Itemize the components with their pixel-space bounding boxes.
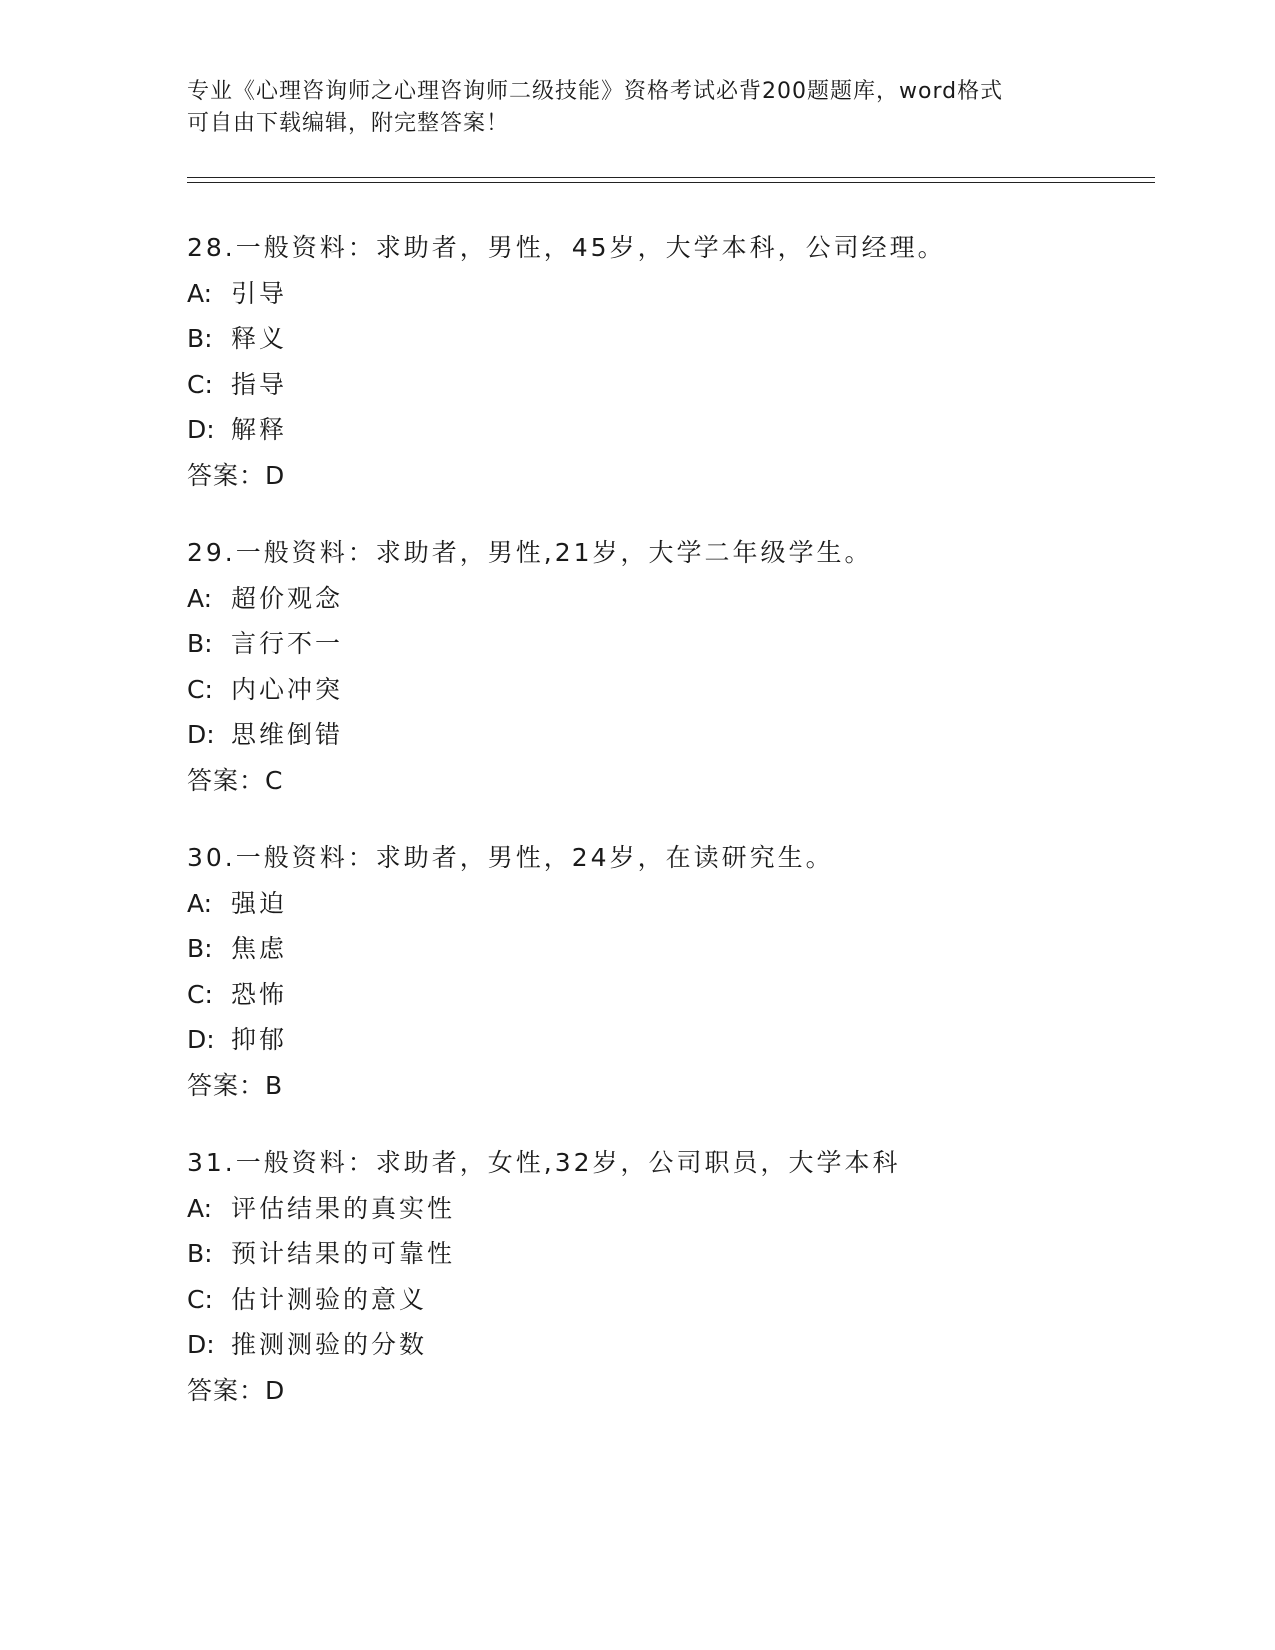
option-letter: B: <box>187 324 213 353</box>
option-text: 言行不一 <box>231 629 344 658</box>
option-b <box>187 926 1137 972</box>
header-divider-bottom <box>187 182 1155 183</box>
question-stem: 29.一般资料：求助者，男性,21岁，大学二年级学生。 <box>187 538 873 567</box>
answer-label: 答案： <box>187 1070 266 1100</box>
answer-label: 答案： <box>187 460 266 490</box>
option-d <box>187 1017 1137 1063</box>
option-text: 强迫 <box>231 888 288 918</box>
option-letter: C: <box>187 674 213 704</box>
option-letter: D: <box>187 720 215 749</box>
option-a <box>187 576 1137 622</box>
option-c <box>187 972 1137 1018</box>
option-d <box>187 712 1137 758</box>
option-letter: C: <box>187 1284 213 1314</box>
option-letter: C: <box>187 979 213 1009</box>
answer-line <box>187 453 1137 499</box>
header-divider-top <box>187 177 1155 178</box>
option-text: 推测测验的分数 <box>231 1330 428 1359</box>
option-letter: A: <box>187 583 213 613</box>
option-text: 焦虑 <box>231 934 288 963</box>
option-b <box>187 1231 1137 1277</box>
option-text: 思维倒错 <box>231 720 344 749</box>
option-text: 评估结果的真实性 <box>231 1193 456 1223</box>
option-text: 抑郁 <box>231 1025 288 1054</box>
option-b <box>187 316 1137 362</box>
header-line-1: 专业《心理咨询师之心理咨询师二级技能》资格考试必背200题题库，word格式 <box>187 79 1004 104</box>
option-letter: A: <box>187 888 213 918</box>
answer-label: 答案： <box>187 1375 266 1405</box>
option-letter: D: <box>187 415 215 444</box>
question-stem: 31.一般资料：求助者，女性,32岁，公司职员，大学本科 <box>187 1148 901 1177</box>
option-text: 内心冲突 <box>231 674 344 704</box>
option-a <box>187 271 1137 317</box>
option-letter: D: <box>187 1330 215 1359</box>
question-30 <box>187 835 1137 1108</box>
option-text: 超价观念 <box>231 583 344 613</box>
option-c <box>187 1277 1137 1323</box>
option-letter: B: <box>187 934 213 963</box>
answer-value: B <box>265 1070 283 1100</box>
option-letter: C: <box>187 369 213 399</box>
option-d <box>187 407 1137 453</box>
option-letter: B: <box>187 1239 213 1268</box>
option-letter: A: <box>187 278 213 308</box>
answer-value: D <box>265 460 285 490</box>
header-line-2: 可自由下载编辑，附完整答案！ <box>187 111 510 136</box>
answer-line <box>187 1368 1137 1414</box>
option-letter: B: <box>187 629 213 658</box>
option-a <box>187 1186 1137 1232</box>
answer-label: 答案： <box>187 765 266 795</box>
option-text: 恐怖 <box>231 979 288 1009</box>
answer-value: D <box>265 1375 285 1405</box>
document-header <box>187 76 1087 140</box>
option-text: 释义 <box>231 324 288 353</box>
option-text: 引导 <box>231 278 288 308</box>
option-c <box>187 667 1137 713</box>
option-c <box>187 362 1137 408</box>
option-text: 预计结果的可靠性 <box>231 1239 456 1268</box>
option-letter: D: <box>187 1025 215 1054</box>
option-text: 指导 <box>231 369 288 399</box>
option-letter: A: <box>187 1193 213 1223</box>
option-b <box>187 621 1137 667</box>
question-31 <box>187 1140 1137 1413</box>
question-29 <box>187 530 1137 803</box>
question-28 <box>187 225 1137 498</box>
answer-line <box>187 1063 1137 1109</box>
option-text: 解释 <box>231 415 288 444</box>
option-a <box>187 881 1137 927</box>
question-stem: 28.一般资料：求助者，男性，45岁，大学本科，公司经理。 <box>187 233 946 262</box>
option-text: 估计测验的意义 <box>231 1284 428 1314</box>
answer-value: C <box>265 765 283 795</box>
answer-line <box>187 758 1137 804</box>
option-d <box>187 1322 1137 1368</box>
question-stem: 30.一般资料：求助者，男性，24岁，在读研究生。 <box>187 843 834 872</box>
